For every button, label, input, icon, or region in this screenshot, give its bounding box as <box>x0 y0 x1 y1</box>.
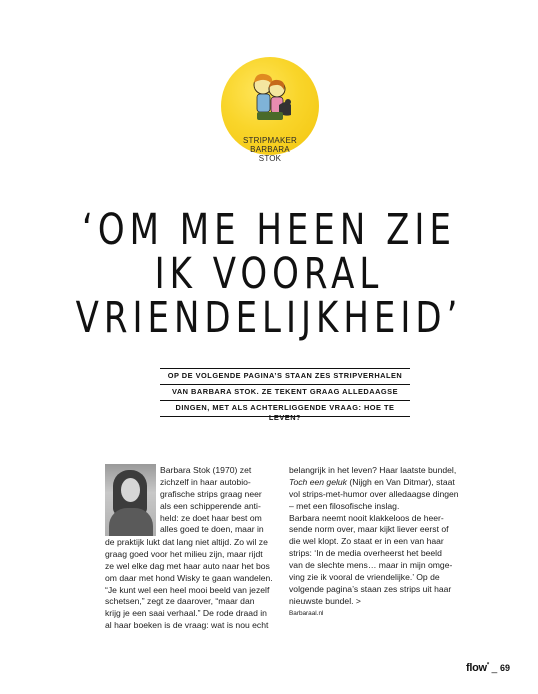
page-number: 69 <box>499 663 510 673</box>
magazine-logo: flow* <box>466 662 489 674</box>
body-line: krijg je een saai verhaal.” De rode draad in <box>105 608 267 619</box>
intro-divider <box>160 416 410 417</box>
body-line: zichzelf in haar autobio- <box>160 476 251 487</box>
body-line: alles goed te doen, maar in <box>160 524 264 535</box>
body-column-left-top <box>160 465 264 536</box>
body-line: belangrijk in het leven? Haar laatste bundel, <box>289 465 457 475</box>
author-photo <box>105 464 156 536</box>
body-line: held: ze doet haar best om <box>160 512 262 523</box>
badge-label-2: BARBARA <box>250 145 290 154</box>
body-line: de praktijk lukt dat lang niet altijd. Zo wil ze <box>105 537 268 547</box>
intro-line-2: VAN BARBARA STOK. ZE TEKENT GRAAG ALLEDAAGSE <box>171 387 399 396</box>
body-line: die wel klopt. Zo staat er in een van haar <box>289 536 444 547</box>
book-title: Toch een geluk <box>289 476 347 487</box>
body-line: om daar met hond Wisky te gaan wandelen. <box>105 572 273 583</box>
body-line: sende norm over, maar kijkt liever eerst of <box>289 524 449 535</box>
body-line: Barbara neemt nooit klakkeloos de heer- <box>289 512 444 523</box>
body-line: nieuwste bundel. > <box>289 595 361 606</box>
body-line: al haar boeken is de vraag: wat is nou echt <box>105 620 269 631</box>
body-line: – met een filosofische inslag. <box>289 500 400 511</box>
body-line <box>289 477 459 489</box>
badge-label-3: STOK <box>258 154 282 163</box>
body-line: grafische strips graag neer <box>160 488 262 499</box>
body-column-right <box>289 465 459 620</box>
body-column-left-bottom <box>105 537 273 632</box>
page-footer <box>466 662 510 674</box>
intro-divider <box>160 400 410 401</box>
body-line: vol strips-met-humor over alledaagse dingen <box>289 488 459 499</box>
body-line: volgende pagina’s staan zes strips uit haar <box>289 583 452 594</box>
body-line-text: (Nijgh en Van Ditmar), staat <box>346 476 455 487</box>
headline-line-2: IK VOORAL <box>154 249 384 299</box>
intro-divider <box>160 368 410 369</box>
body-line: strips: ‘In de media overheerst het beeld <box>289 548 442 559</box>
badge-label-1: STRIPMAKER <box>242 136 297 145</box>
body-line: schetsen,” zegt ze daarover, “maar dan <box>105 596 255 607</box>
website-link[interactable]: Barbaraal.nl <box>289 609 324 617</box>
intro-line-1: OP DE VOLGENDE PAGINA’S STAAN ZES STRIPVERHALEN <box>167 371 403 380</box>
body-line: van de slechte mens… maar in mijn omge- <box>289 560 453 571</box>
illustration-icon <box>249 71 293 133</box>
body-line: “Je kunt wel een heel mooi beeld van jezelf <box>105 584 270 595</box>
headline-line-3: VRIENDELIJKHEID’ <box>75 293 463 343</box>
footer-separator: _ <box>491 663 498 674</box>
body-line: graag goed voor het milieu zijn, maar rijdt <box>105 548 263 559</box>
body-line: ving zie ik vooral de vriendelijke.’ Op de <box>289 572 440 583</box>
author-badge <box>221 57 319 163</box>
headline-line-1: ‘OM ME HEEN ZIE <box>82 205 456 255</box>
body-line: ze wel elke dag met haar auto naar het bos <box>105 560 270 571</box>
body-line: als een schipperende anti- <box>160 500 261 511</box>
intro-divider <box>160 384 410 385</box>
intro-line-3: DINGEN, MET ALS ACHTERLIGGENDE VRAAG: HOE TE LEVEN? <box>175 403 395 422</box>
body-line: Barbara Stok (1970) zet <box>160 465 252 475</box>
